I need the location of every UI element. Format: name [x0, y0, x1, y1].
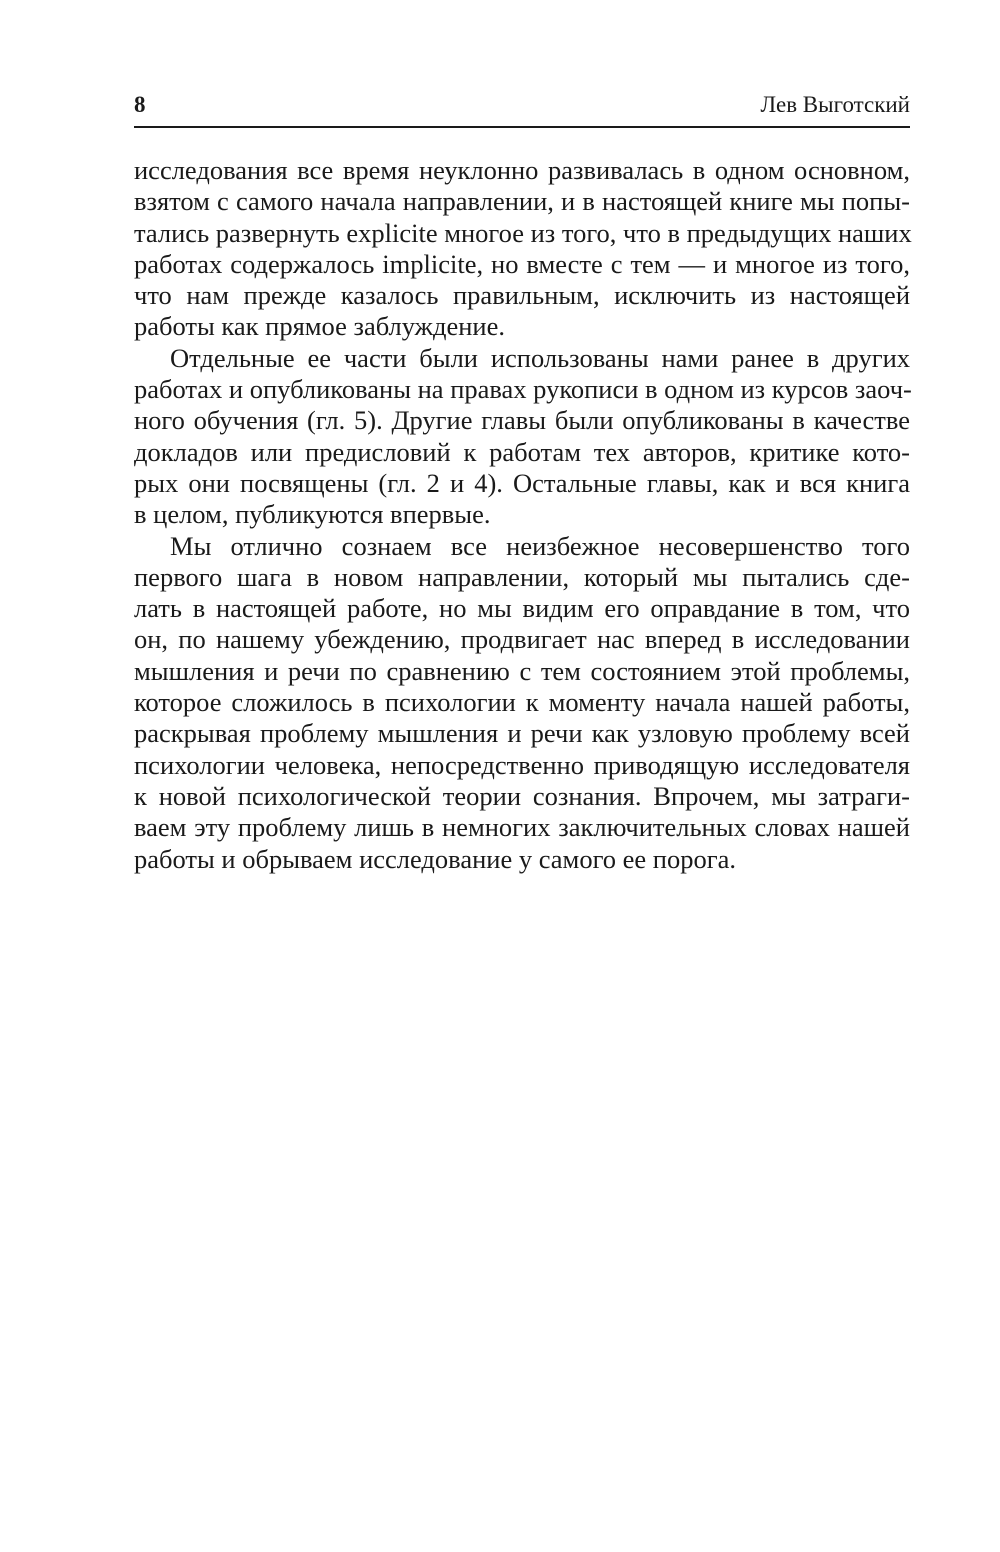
running-head [134, 86, 910, 128]
text-line: в целом, публикуются впервые. [134, 499, 491, 530]
text-line: докладов или предисловий к работам тех авторов, критике кото- [134, 436, 910, 467]
text-line: мышления и речи по сравнению с тем состоянием этой проблемы, [134, 655, 910, 686]
text-line: взятом с самого начала направлении, и в настоящей книге мы попы- [134, 186, 910, 217]
text-line: он, по нашему убеждению, продвигает нас вперед в исследовании [134, 624, 910, 655]
paragraph-1 [134, 155, 910, 343]
text-line: первого шага в новом направлении, который мы пытались сде- [134, 561, 910, 592]
text-line: тались развернуть explicite многое из того, что в предыдущих наших [134, 217, 912, 248]
page-number: 8 [134, 92, 146, 117]
text-line: раскрывая проблему мышления и речи как узловую проблему всей [134, 718, 910, 749]
text-line: лать в настоящей работе, но мы видим его оправдание в том, что [134, 593, 910, 624]
text-line: рых они посвящены (гл. 2 и 4). Остальные главы, как и вся книга [134, 467, 910, 498]
paragraph-2 [134, 343, 910, 531]
text-line: которое сложилось в психологии к моменту начала нашей работы, [134, 687, 910, 718]
text-line: Мы отлично сознаем все неизбежное несовершенство того [170, 530, 910, 561]
text-line: работах содержалось implicite, но вместе с тем — и многое из того, [134, 248, 910, 279]
author-name: Лев Выготский [760, 92, 910, 117]
text-line: работах и опубликованы на правах рукописи в одном из курсов заоч- [134, 374, 912, 405]
text-line: ного обучения (гл. 5). Другие главы были опубликованы в качестве [134, 405, 910, 436]
text-line: работы как прямое заблуждение. [134, 311, 505, 342]
text-line: к новой психологической теории сознания. Впрочем, мы затраги- [134, 780, 910, 811]
text-line: исследования все время неуклонно развивалась в одном основном, [134, 155, 910, 185]
text-line: ваем эту проблему лишь в немногих заключительных словах нашей [134, 812, 910, 843]
text-line: психологии человека, непосредственно приводящую исследователя [134, 749, 910, 780]
paragraph-3 [134, 531, 910, 875]
text-line: что нам прежде казалось правильным, исключить из настоящей [134, 280, 910, 311]
text-line: работы и обрываем исследование у самого ее порога. [134, 843, 736, 874]
body-text [134, 155, 910, 875]
text-line: Отдельные ее части были использованы нами ранее в других [170, 342, 910, 373]
